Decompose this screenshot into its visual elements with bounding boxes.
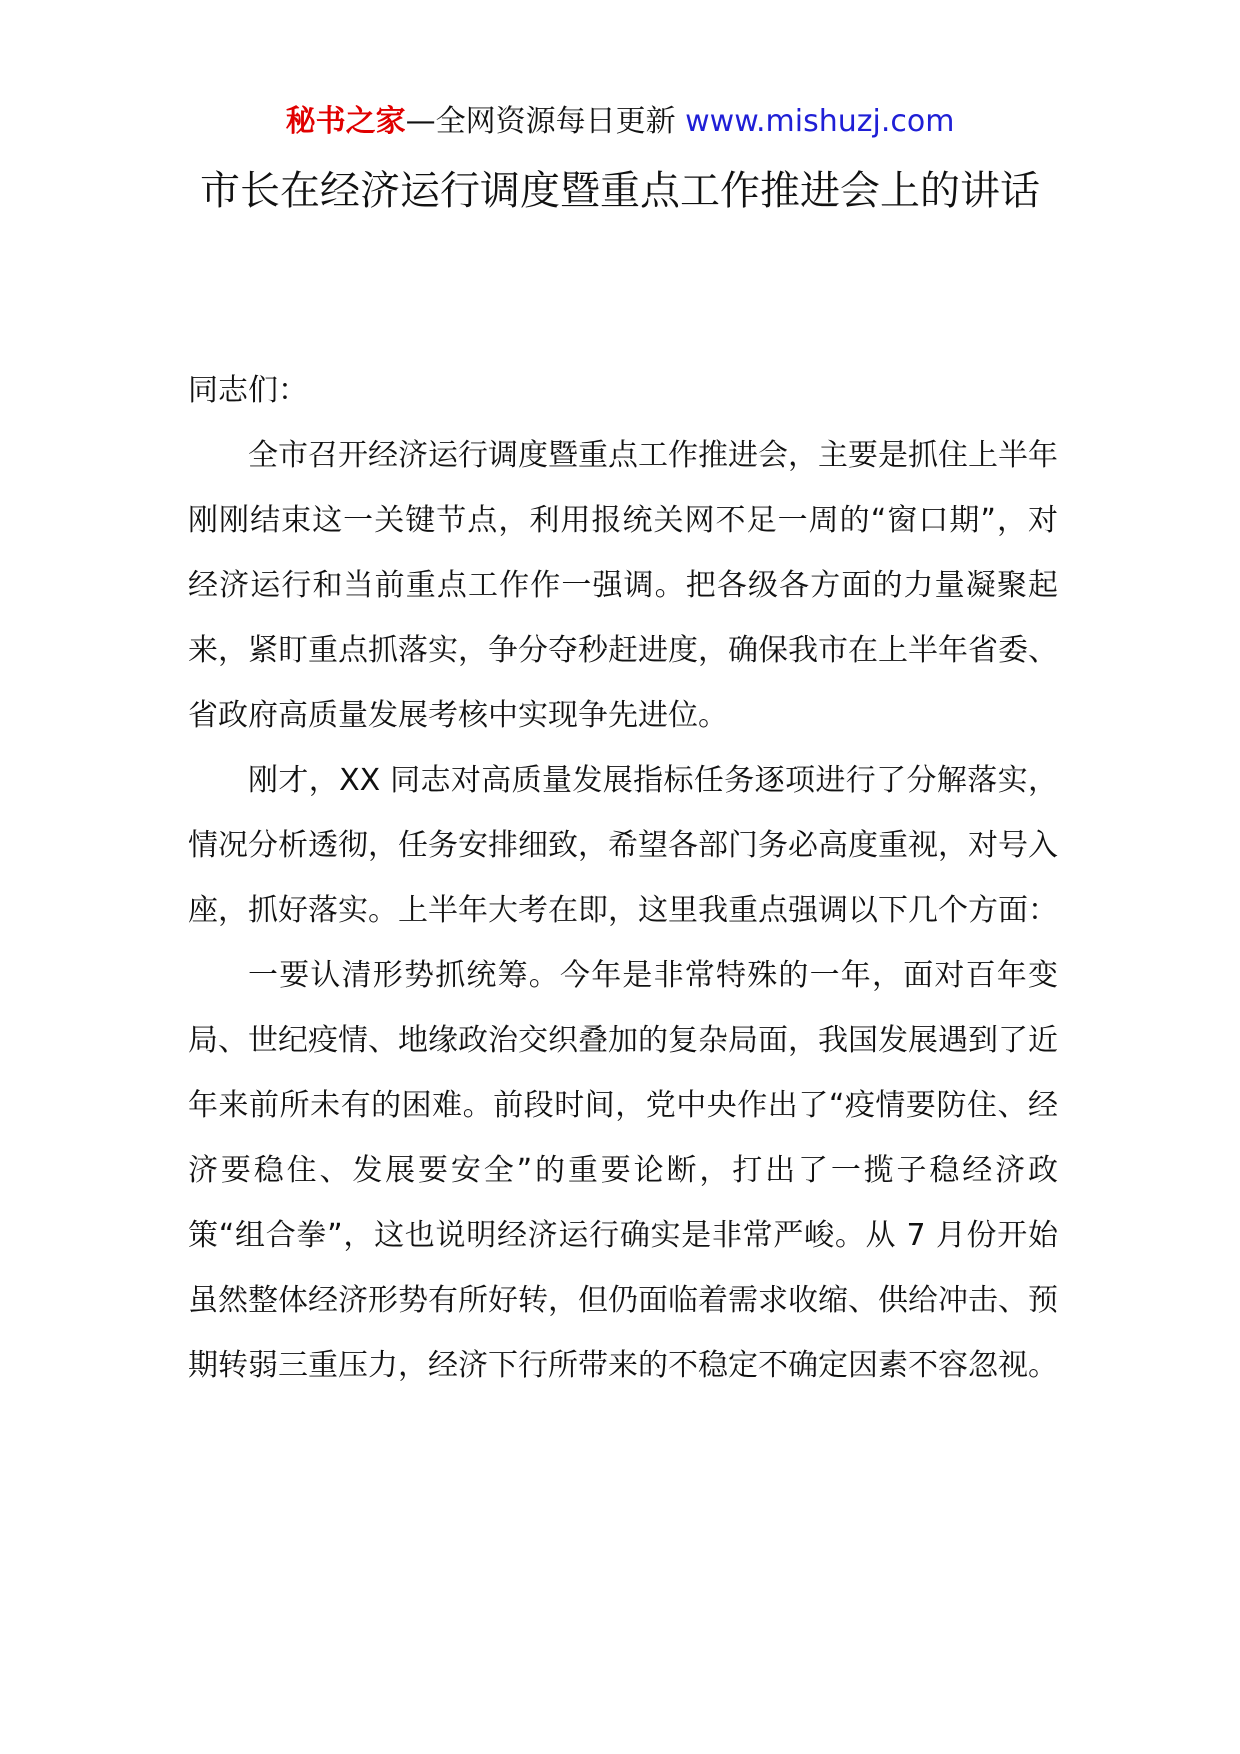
brand-name: 秘书之家 — [285, 104, 406, 139]
paragraph-3: 一要认清形势抓统筹。今年是非常特殊的一年，面对百年变局、世纪疫情、地缘政治交织叠加的复杂局面，我国发展遇到了近年来前所未有的困难。前段时间，党中央作出了“疫情要防住、经济要稳住、发展要安全”的重要论断，打出了一揽子稳经济政策“组合拳”，这也说明经济运行确实是非常严峻。从 7 月份开始虽然整体经济形势有所好转，但仍面临着需求收缩、供给冲击、预期转弱三重压力，经济下行所带来的不稳定不确定因素不容忽视。 — [188, 958, 1058, 1383]
header-tagline: —全网资源每日更新 — [405, 104, 686, 139]
salutation: 同志们： — [188, 373, 308, 408]
document-title: 市长在经济运行调度暨重点工作推进会上的讲话 — [200, 168, 1040, 214]
paragraph-2: 刚才，XX 同志对高质量发展指标任务逐项进行了分解落实，情况分析透彻，任务安排细致，希望各部门务必高度重视，对号入座，抓好落实。上半年大考在即，这里我重点强调以下几个方面： — [188, 763, 1058, 928]
paragraph-1: 全市召开经济运行调度暨重点工作推进会，主要是抓住上半年刚刚结束这一关键节点，利用报统关网不足一周的“窗口期”，对经济运行和当前重点工作作一强调。把各级各方面的力量凝聚起来，紧盯重点抓落实，争分夺秒赶进度，确保我市在上半年省委、省政府高质量发展考核中实现争先进位。 — [188, 438, 1058, 733]
site-header — [0, 102, 1240, 142]
site-url-link[interactable]: www.mishuzj.com — [685, 104, 955, 139]
document-body — [188, 358, 1058, 1398]
